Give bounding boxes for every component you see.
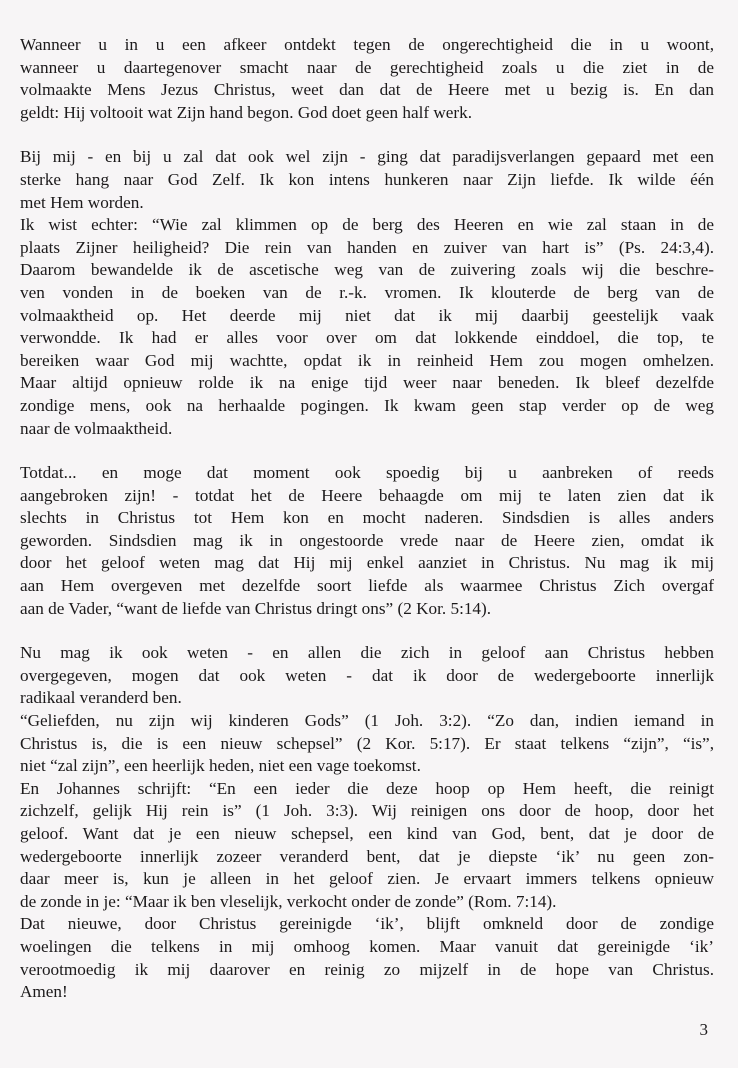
text-line: Amen!: [20, 982, 68, 1002]
text-line: Dat nieuwe, door Christus gereinigde ‘ik’, blijft omkneld door de zondige: [20, 914, 714, 934]
text-line: bereiken waar God mij wachtte, opdat ik in reinheid Hem zou mogen omhelzen.: [20, 350, 714, 370]
text-line: aangebroken zijn! - totdat het de Heere behaagde om mij te laten zien dat ik: [20, 485, 714, 505]
text-line: aan de Vader, “want de liefde van Christus dringt ons” (2 Kor. 5:14).: [20, 598, 492, 618]
text-line: geloof. Want dat je een nieuw schepsel, een kind van God, bent, dat je door de: [20, 824, 714, 843]
text-line: overgegeven, mogen dat ook weten - dat ik door de wedergeboorte innerlijk: [20, 665, 714, 685]
paragraph-5: [20, 642, 714, 710]
text-line: geworden. Sindsdien mag ik in ongestoorde vrede naar de Heere zien, omdat ik: [20, 530, 714, 550]
text-line: Christus is, die is een nieuw schepsel” (2 Kor. 5:17). Er staat telkens “zijn”, “is”,: [20, 733, 714, 753]
text-line: zichzelf, gelijk Hij rein is” (1 Joh. 3:3). Wij reinigen ons door de hoop, door het: [20, 801, 714, 821]
paragraph-2: [20, 146, 714, 214]
text-line: niet “zal zijn”, een heerlijk heden, niet een vage toekomst.: [20, 756, 421, 776]
page-number: 3: [699, 1020, 708, 1039]
text-line: Wanneer u in u een afkeer ontdekt tegen de ongerechtigheid die in u woont,: [20, 35, 714, 54]
text-line: Bij mij - en bij u zal dat ook wel zijn - ging dat paradijsverlangen gepaard met een: [20, 147, 714, 167]
paragraph-4: [20, 462, 714, 620]
text-line: de zonde in je: “Maar ik ben vleselijk, verkocht onder de zonde” (Rom. 7:14).: [20, 891, 557, 911]
text-line: volmaaktheid op. Het deerde mij niet dat ik mij daarbij geestelijk vaak: [20, 305, 714, 325]
text-line: verwondde. Ik had er alles voor over om dat lokkende einddoel, die top, te: [20, 328, 714, 348]
text-line: Totdat... en moge dat moment ook spoedig bij u aanbreken of reeds: [20, 463, 714, 483]
text-line: door het geloof weten mag dat Hij mij enkel aanziet in Christus. Nu mag ik mij: [20, 553, 714, 573]
text-line: wedergeboorte innerlijk zozeer veranderd bent, dat je diepste ‘ik’ nu geen zon-: [20, 846, 714, 866]
text-line: geldt: Hij voltooit wat Zijn hand begon. God doet geen half werk.: [20, 102, 473, 122]
text-line: naar de volmaaktheid.: [20, 418, 173, 438]
text-line: plaats Zijner heiligheid? Die rein van handen en zuiver van hart is” (Ps. 24:3,4).: [20, 237, 714, 257]
text-line: Ik wist echter: “Wie zal klimmen op de berg des Heeren en wie zal staan in de: [20, 215, 714, 235]
text-line: verootmoedig ik mij daarover en reinig zo mijzelf in de hope van Christus.: [20, 959, 714, 979]
paragraph-7: [20, 778, 714, 914]
text-line: Nu mag ik ook weten - en allen die zich in geloof aan Christus hebben: [20, 643, 714, 663]
paragraph-6: [20, 710, 714, 778]
text-line: wanneer u daartegenover smacht naar de gerechtigheid zoals u die ziet in de: [20, 57, 714, 77]
paragraph-8: [20, 913, 714, 1003]
text-line: En Johannes schrijft: “En een ieder die deze hoop op Hem heeft, die reinigt: [20, 778, 714, 798]
text-line: volmaakte Mens Jezus Christus, weet dan dat de Heere met u bezig is. En dan: [20, 80, 714, 100]
text-line: aan Hem overgeven met dezelfde soort liefde als waarmee Christus Zich overgaf: [20, 576, 714, 596]
text-line: met Hem worden.: [20, 192, 144, 212]
text-line: slechts in Christus tot Hem kon en mocht naderen. Sindsdien is alles anders: [20, 508, 714, 528]
text-line: woelingen die telkens in mij omhoog komen. Maar vanuit dat gereinigde ‘ik’: [20, 936, 714, 956]
text-line: “Geliefden, nu zijn wij kinderen Gods” (1 Joh. 3:2). “Zo dan, indien iemand in: [20, 711, 714, 731]
text-line: Maar altijd opnieuw rolde ik na enige tijd weer naar beneden. Ik bleef dezelfde: [20, 373, 714, 393]
text-line: Daarom bewandelde ik de ascetische weg van de zuivering zoals wij die beschre-: [20, 260, 714, 280]
text-line: ven vonden in de boeken van de r.-k. vromen. Ik klouterde de berg van de: [20, 282, 714, 302]
text-line: zondige mens, ook na herhaalde pogingen. Ik kwam geen stap verder op de weg: [20, 395, 714, 415]
text-line: daar meer is, kun je alleen in het geloof zien. Je ervaart immers telkens opnieuw: [20, 869, 714, 889]
text-line: radikaal veranderd ben.: [20, 688, 182, 708]
paragraph-1: [20, 34, 714, 124]
paragraph-3: [20, 214, 714, 440]
text-line: sterke hang naar God Zelf. Ik kon intens hunkeren naar Zijn liefde. Ik wilde één: [20, 169, 714, 189]
text-column: [20, 34, 714, 1004]
